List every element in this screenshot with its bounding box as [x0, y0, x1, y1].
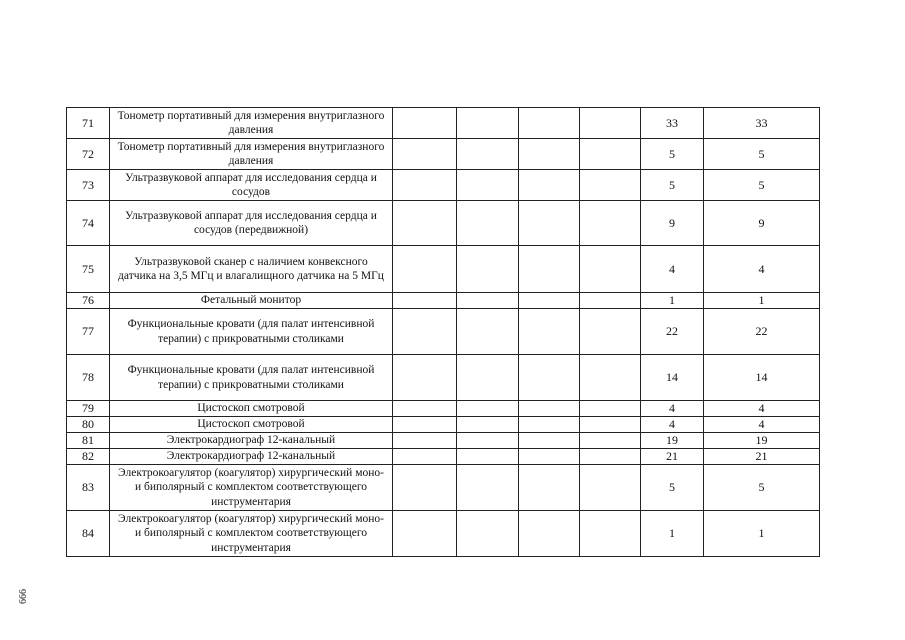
quantity-cell: 5: [641, 170, 704, 201]
quantity-cell: 5: [704, 139, 820, 170]
equipment-name: Функциональные кровати (для палат интенсивной терапии) с прикроватными столиками: [110, 309, 393, 355]
empty-cell: [580, 139, 641, 170]
empty-cell: [580, 511, 641, 557]
empty-cell: [519, 433, 580, 449]
quantity-cell: 5: [641, 139, 704, 170]
table-row: [67, 139, 820, 170]
quantity-cell: 1: [704, 511, 820, 557]
table-body: [67, 108, 820, 557]
empty-cell: [519, 355, 580, 401]
quantity-cell: 21: [641, 449, 704, 465]
empty-cell: [580, 401, 641, 417]
quantity-cell: 22: [704, 309, 820, 355]
empty-cell: [457, 511, 519, 557]
empty-cell: [580, 309, 641, 355]
empty-cell: [580, 433, 641, 449]
quantity-cell: 21: [704, 449, 820, 465]
empty-cell: [393, 511, 457, 557]
empty-cell: [457, 293, 519, 309]
equipment-name: Ультразвуковой аппарат для исследования сердца и сосудов: [110, 170, 393, 201]
empty-cell: [580, 465, 641, 511]
quantity-cell: 33: [704, 108, 820, 139]
empty-cell: [393, 465, 457, 511]
quantity-cell: 9: [704, 201, 820, 246]
quantity-cell: 5: [641, 465, 704, 511]
empty-cell: [457, 465, 519, 511]
quantity-cell: 22: [641, 309, 704, 355]
table-row: [67, 309, 820, 355]
empty-cell: [393, 293, 457, 309]
quantity-cell: 1: [641, 511, 704, 557]
empty-cell: [393, 309, 457, 355]
empty-cell: [580, 293, 641, 309]
empty-cell: [580, 355, 641, 401]
empty-cell: [519, 465, 580, 511]
quantity-cell: 4: [641, 246, 704, 293]
empty-cell: [580, 449, 641, 465]
empty-cell: [457, 108, 519, 139]
empty-cell: [457, 201, 519, 246]
row-number: 84: [67, 511, 110, 557]
empty-cell: [393, 201, 457, 246]
quantity-cell: 1: [704, 293, 820, 309]
empty-cell: [457, 170, 519, 201]
equipment-name: Тонометр портативный для измерения внутриглазного давления: [110, 139, 393, 170]
empty-cell: [393, 139, 457, 170]
equipment-name: Электрокардиограф 12-канальный: [110, 433, 393, 449]
table-row: [67, 401, 820, 417]
equipment-name: Цистоскоп смотровой: [110, 417, 393, 433]
equipment-name: Электрокоагулятор (коагулятор) хирургический моно- и биполярный с комплектом соответствующего инструментария: [110, 511, 393, 557]
quantity-cell: 4: [704, 246, 820, 293]
empty-cell: [519, 449, 580, 465]
table-row: [67, 108, 820, 139]
empty-cell: [457, 139, 519, 170]
empty-cell: [393, 449, 457, 465]
table-row: [67, 433, 820, 449]
table-row: [67, 465, 820, 511]
row-number: 77: [67, 309, 110, 355]
empty-cell: [519, 401, 580, 417]
page-number: 666: [18, 589, 29, 605]
empty-cell: [393, 108, 457, 139]
empty-cell: [393, 170, 457, 201]
empty-cell: [519, 139, 580, 170]
quantity-cell: 5: [704, 465, 820, 511]
row-number: 74: [67, 201, 110, 246]
equipment-name: Цистоскоп смотровой: [110, 401, 393, 417]
quantity-cell: 4: [641, 401, 704, 417]
empty-cell: [519, 108, 580, 139]
empty-cell: [457, 355, 519, 401]
empty-cell: [519, 170, 580, 201]
empty-cell: [580, 108, 641, 139]
equipment-name: Ультразвуковой аппарат для исследования сердца и сосудов (передвижной): [110, 201, 393, 246]
equipment-name: Электрокоагулятор (коагулятор) хирургический моно- и биполярный с комплектом соответствующего инструментария: [110, 465, 393, 511]
table-row: [67, 293, 820, 309]
empty-cell: [580, 170, 641, 201]
empty-cell: [457, 417, 519, 433]
quantity-cell: 4: [704, 401, 820, 417]
table-row: [67, 417, 820, 433]
quantity-cell: 5: [704, 170, 820, 201]
row-number: 78: [67, 355, 110, 401]
table-row: [67, 511, 820, 557]
empty-cell: [580, 417, 641, 433]
row-number: 79: [67, 401, 110, 417]
empty-cell: [393, 355, 457, 401]
equipment-table: [66, 107, 820, 557]
table-row: [67, 170, 820, 201]
quantity-cell: 4: [704, 417, 820, 433]
empty-cell: [519, 293, 580, 309]
empty-cell: [580, 201, 641, 246]
quantity-cell: 14: [704, 355, 820, 401]
empty-cell: [519, 246, 580, 293]
empty-cell: [580, 246, 641, 293]
quantity-cell: 14: [641, 355, 704, 401]
empty-cell: [457, 309, 519, 355]
equipment-name: Ультразвуковой сканер с наличием конвексного датчика на 3,5 МГц и влагалищного датчика на 5 МГц: [110, 246, 393, 293]
quantity-cell: 9: [641, 201, 704, 246]
equipment-name: Электрокардиограф 12-канальный: [110, 449, 393, 465]
quantity-cell: 19: [641, 433, 704, 449]
equipment-name: Тонометр портативный для измерения внутриглазного давления: [110, 108, 393, 139]
row-number: 76: [67, 293, 110, 309]
quantity-cell: 33: [641, 108, 704, 139]
empty-cell: [519, 417, 580, 433]
quantity-cell: 4: [641, 417, 704, 433]
row-number: 72: [67, 139, 110, 170]
empty-cell: [519, 309, 580, 355]
empty-cell: [519, 511, 580, 557]
empty-cell: [393, 401, 457, 417]
empty-cell: [457, 246, 519, 293]
empty-cell: [393, 417, 457, 433]
row-number: 75: [67, 246, 110, 293]
empty-cell: [393, 246, 457, 293]
row-number: 82: [67, 449, 110, 465]
empty-cell: [457, 433, 519, 449]
row-number: 73: [67, 170, 110, 201]
table-row: [67, 201, 820, 246]
empty-cell: [519, 201, 580, 246]
quantity-cell: 19: [704, 433, 820, 449]
empty-cell: [457, 401, 519, 417]
equipment-name: Фетальный монитор: [110, 293, 393, 309]
row-number: 71: [67, 108, 110, 139]
table-row: [67, 449, 820, 465]
row-number: 80: [67, 417, 110, 433]
table-row: [67, 246, 820, 293]
empty-cell: [457, 449, 519, 465]
table-row: [67, 355, 820, 401]
empty-cell: [393, 433, 457, 449]
equipment-name: Функциональные кровати (для палат интенсивной терапии) с прикроватными столиками: [110, 355, 393, 401]
row-number: 83: [67, 465, 110, 511]
quantity-cell: 1: [641, 293, 704, 309]
row-number: 81: [67, 433, 110, 449]
